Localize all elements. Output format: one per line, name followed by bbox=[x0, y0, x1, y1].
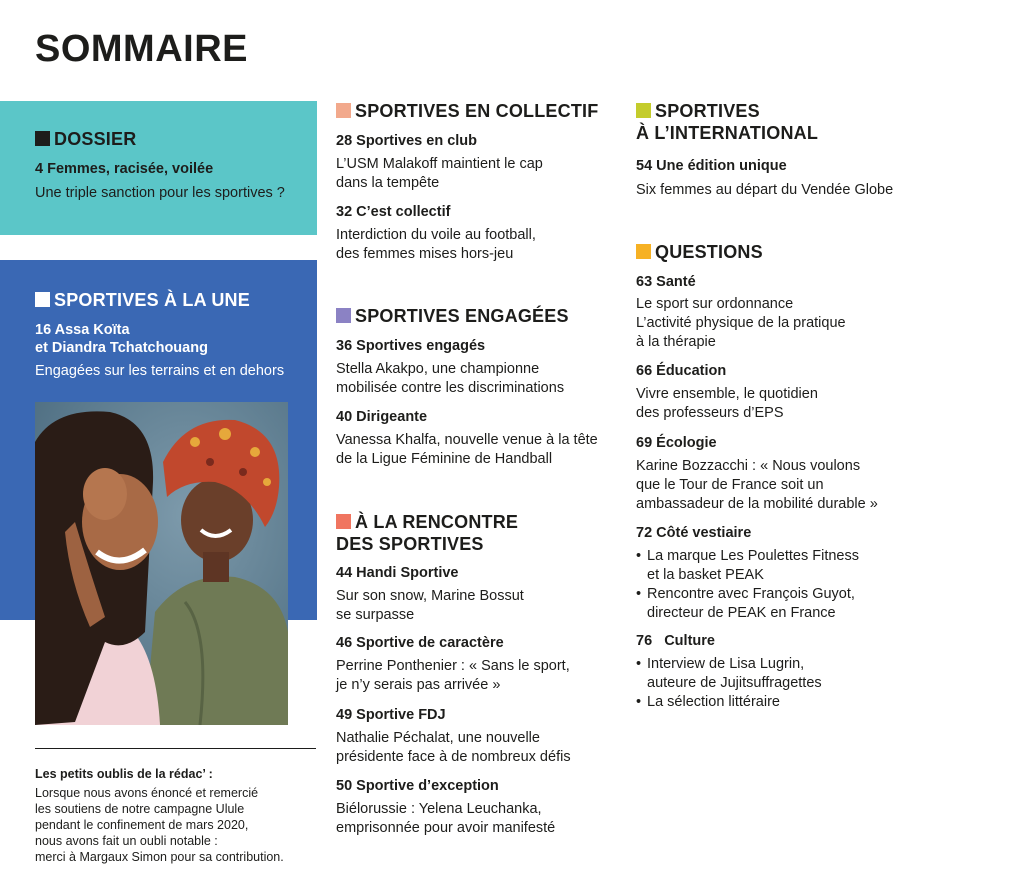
note-text bbox=[35, 785, 320, 865]
item-line: Nathalie Péchalat, une nouvelle bbox=[336, 730, 540, 746]
item-line: des femmes mises hors-jeu bbox=[336, 246, 514, 262]
item-title: 49 Sportive FDJ bbox=[336, 707, 446, 723]
note-line: merci à Margaux Simon pour sa contribution. bbox=[35, 850, 284, 864]
item-line: Karine Bozzacchi : « Nous voulons bbox=[636, 458, 861, 474]
item-line: mobilisée contre les discriminations bbox=[336, 380, 565, 396]
section-heading-collectif bbox=[336, 100, 598, 122]
item-text bbox=[336, 729, 571, 767]
item-text bbox=[636, 385, 818, 423]
item-line: auteure de Jujitsuffragettes bbox=[647, 675, 822, 691]
item-title: 76 Culture bbox=[636, 633, 715, 649]
note-line: nous avons fait un oubli notable : bbox=[35, 834, 218, 848]
item-line: Biélorussie : Yelena Leuchanka, bbox=[336, 801, 542, 817]
item-line: je n’y serais pas arrivée » bbox=[336, 677, 501, 693]
cover-photo bbox=[35, 402, 288, 725]
item-line: Le sport sur ordonnance bbox=[636, 296, 794, 312]
item-title: 40 Dirigeante bbox=[336, 409, 428, 425]
bullet-list bbox=[636, 655, 822, 712]
section-marker-icon bbox=[35, 131, 50, 146]
section-marker-icon bbox=[336, 308, 351, 323]
section-heading-rencontre bbox=[336, 511, 518, 555]
note-heading: Les petits oublis de la rédac’ : bbox=[35, 767, 213, 781]
item-line: • La sélection littéraire bbox=[647, 694, 780, 710]
list-item bbox=[636, 547, 859, 585]
item-line: • Rencontre avec François Guyot, bbox=[647, 586, 855, 602]
list-item bbox=[636, 693, 822, 712]
item-line: directeur de PEAK en France bbox=[647, 605, 836, 621]
item-title: 72 Côté vestiaire bbox=[636, 525, 752, 541]
note-line: pendant le confinement de mars 2020, bbox=[35, 818, 249, 832]
item-text bbox=[636, 295, 846, 352]
heading-text: SPORTIVES ENGAGÉES bbox=[355, 306, 569, 326]
item-title: 50 Sportive d’exception bbox=[336, 778, 499, 794]
item-line: L’USM Malakoff maintient le cap bbox=[336, 156, 543, 172]
heading-text: DES SPORTIVES bbox=[336, 534, 484, 554]
item-line: L’activité physique de la pratique bbox=[636, 315, 846, 331]
item-line: • Interview de Lisa Lugrin, bbox=[647, 656, 805, 672]
item-line: emprisonnée pour avoir manifesté bbox=[336, 820, 556, 836]
section-marker-icon bbox=[636, 244, 651, 259]
item-title-line: 16 Assa Koïta bbox=[35, 322, 130, 338]
heading-text: SPORTIVES À LA UNE bbox=[54, 290, 250, 310]
item-title: 69 Écologie bbox=[636, 435, 717, 451]
item-line: Vivre ensemble, le quotidien bbox=[636, 386, 818, 402]
item-line: à la thérapie bbox=[636, 334, 716, 350]
heading-text: À LA RENCONTRE bbox=[355, 512, 519, 532]
item-text bbox=[336, 587, 524, 625]
item-line: Sur son snow, Marine Bossut bbox=[336, 588, 524, 604]
heading-text: SPORTIVES bbox=[655, 101, 760, 121]
item-title: 44 Handi Sportive bbox=[336, 565, 459, 581]
item-text bbox=[336, 360, 564, 398]
item-title: 28 Sportives en club bbox=[336, 133, 478, 149]
heading-text: QUESTIONS bbox=[655, 242, 763, 262]
item-text bbox=[336, 155, 543, 193]
section-marker-icon bbox=[636, 103, 651, 118]
section-heading-une bbox=[35, 289, 250, 311]
page-title: SOMMAIRE bbox=[35, 28, 248, 70]
item-text bbox=[336, 657, 570, 695]
item-line: des professeurs d’EPS bbox=[636, 405, 784, 421]
section-marker-icon bbox=[35, 292, 50, 307]
section-heading-questions bbox=[636, 241, 763, 263]
item-line: se surpasse bbox=[336, 607, 415, 623]
item-line: ambassadeur de la mobilité durable » bbox=[636, 496, 878, 512]
item-line: et la basket PEAK bbox=[647, 567, 764, 583]
heading-text: À L’INTERNATIONAL bbox=[636, 123, 819, 143]
note-line: les soutiens de notre campagne Ulule bbox=[35, 802, 245, 816]
item-title: 4 Femmes, racisée, voilée bbox=[35, 161, 214, 177]
item-text bbox=[336, 800, 555, 838]
bullet-list bbox=[636, 547, 859, 623]
item-line: présidente face à de nombreux défis bbox=[336, 749, 571, 765]
note-line: Lorsque nous avons énoncé et remercié bbox=[35, 786, 259, 800]
section-marker-icon bbox=[336, 514, 351, 529]
item-title: 66 Éducation bbox=[636, 363, 727, 379]
item-line: dans la tempête bbox=[336, 175, 440, 191]
item-text: Engagées sur les terrains et en dehors bbox=[35, 363, 285, 379]
divider bbox=[35, 748, 316, 749]
item-text: Une triple sanction pour les sportives ? bbox=[35, 185, 285, 201]
item-title: 63 Santé bbox=[636, 274, 696, 290]
item-line: • La marque Les Poulettes Fitness bbox=[647, 548, 859, 564]
list-item bbox=[636, 585, 859, 623]
item-title: 54 Une édition unique bbox=[636, 158, 787, 174]
section-heading-dossier bbox=[35, 128, 136, 150]
item-text bbox=[336, 226, 536, 264]
section-marker-icon bbox=[336, 103, 351, 118]
item-line: de la Ligue Féminine de Handball bbox=[336, 451, 553, 467]
item-title bbox=[35, 321, 208, 357]
item-line: Interdiction du voile au football, bbox=[336, 227, 536, 243]
item-text bbox=[636, 457, 878, 514]
heading-text: SPORTIVES EN COLLECTIF bbox=[355, 101, 599, 121]
item-title: 32 C’est collectif bbox=[336, 204, 451, 220]
item-text bbox=[336, 431, 598, 469]
item-line: que le Tour de France soit un bbox=[636, 477, 824, 493]
athletes-photo-illustration bbox=[35, 402, 288, 725]
item-text: Six femmes au départ du Vendée Globe bbox=[636, 182, 894, 198]
heading-text: DOSSIER bbox=[54, 129, 137, 149]
item-title-line: et Diandra Tchatchouang bbox=[35, 340, 208, 356]
item-line: Vanessa Khalfa, nouvelle venue à la tête bbox=[336, 432, 598, 448]
section-heading-international bbox=[636, 100, 818, 144]
section-heading-engagees bbox=[336, 305, 569, 327]
item-line: Perrine Ponthenier : « Sans le sport, bbox=[336, 658, 570, 674]
item-title: 46 Sportive de caractère bbox=[336, 635, 504, 651]
item-line: Stella Akakpo, une championne bbox=[336, 361, 540, 377]
list-item bbox=[636, 655, 822, 693]
item-title: 36 Sportives engagés bbox=[336, 338, 486, 354]
